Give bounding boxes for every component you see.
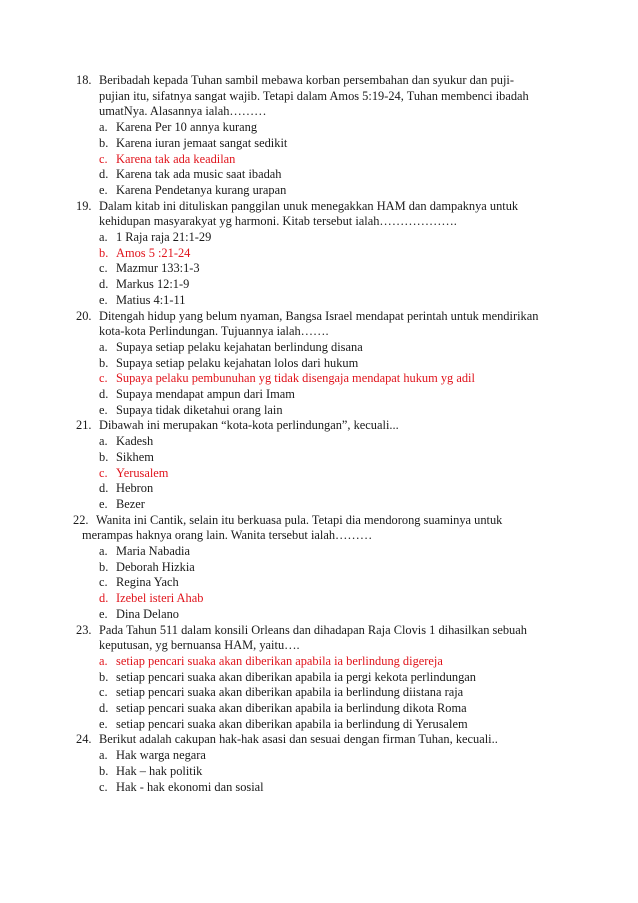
option-correct <box>99 591 203 606</box>
option-text: Izebel isteri Ahab <box>116 591 204 606</box>
option <box>99 183 286 198</box>
question-text: Wanita ini Cantik, selain itu berkuasa pula. Tetapi dia mendorong suaminya untuk <box>96 512 503 527</box>
option-letter: c. <box>99 261 108 276</box>
option-text: Markus 12:1-9 <box>116 277 190 292</box>
option-letter: c. <box>99 779 108 794</box>
option-text: Yerusalem <box>116 465 169 480</box>
option-text: setiap pencari suaka akan diberikan apabila ia berlindung digereja <box>116 653 443 668</box>
option <box>99 481 153 496</box>
option-letter: d. <box>99 277 109 292</box>
question-22 <box>73 513 502 528</box>
option <box>99 607 179 622</box>
option <box>99 685 463 700</box>
option-text: Karena Pendetanya kurang urapan <box>116 182 287 197</box>
question-text-continued <box>99 214 457 229</box>
option-text: Amos 5 :21-24 <box>116 245 191 260</box>
option-text: Deborah Hizkia <box>116 559 195 574</box>
option-text: Supaya mendapat ampun dari Imam <box>116 387 295 401</box>
option-text: Supaya setiap pelaku kejahatan lolos dari hukum <box>116 355 359 370</box>
option-text: Hak – hak politik <box>116 763 203 778</box>
option <box>99 277 189 292</box>
option <box>99 403 283 418</box>
option-text: Hebron <box>116 481 154 496</box>
question-text: Beribadah kepada Tuhan sambil mebawa korban persembahan dan syukur dan puji- <box>99 73 514 87</box>
option-text: Regina Yach <box>116 575 179 590</box>
option-letter: b. <box>99 559 109 574</box>
question-text: kota-kota Perlindungan. Tujuannya ialah……. <box>99 324 329 339</box>
option-correct <box>99 654 443 669</box>
option-text: Karena Per 10 annya kurang <box>116 120 258 135</box>
option-text: Karena tak ada music saat ibadah <box>116 167 282 182</box>
option <box>99 748 206 763</box>
option-letter: c. <box>99 371 108 386</box>
option-letter: c. <box>99 685 108 700</box>
option-text: 1 Raja raja 21:1-29 <box>116 230 212 244</box>
option-text: Supaya tidak diketahui orang lain <box>116 402 283 417</box>
option <box>99 340 363 355</box>
option-letter: e. <box>99 292 108 307</box>
question-19 <box>76 199 518 214</box>
option-correct <box>99 371 475 386</box>
option <box>99 764 202 779</box>
option-text: setiap pencari suaka akan diberikan apabila ia berlindung diistana raja <box>116 685 464 700</box>
option-text: Bezer <box>116 496 145 511</box>
option-text: Maria Nabadia <box>116 544 190 558</box>
option-letter: c. <box>99 575 108 590</box>
question-number: 23. <box>76 622 92 637</box>
option <box>99 356 358 371</box>
question-text: Pada Tahun 511 dalam konsili Orleans dan dihadapan Raja Clovis 1 dihasilkan sebuah <box>99 622 527 637</box>
question-text: Berikut adalah cakupan hak-hak asasi dan sesuai dengan firman Tuhan, kecuali.. <box>99 732 498 747</box>
question-number: 20. <box>76 308 92 323</box>
option <box>99 717 468 732</box>
option <box>99 167 281 182</box>
option-letter: e. <box>99 402 108 417</box>
option-letter: a. <box>99 230 108 244</box>
question-text: Ditengah hidup yang belum nyaman, Bangsa Israel mendapat perintah untuk mendirikan <box>99 308 539 323</box>
option-letter: a. <box>99 653 108 668</box>
option-letter: c. <box>99 151 108 166</box>
question-text: Dalam kitab ini dituliskan panggilan unuk menegakkan HAM dan dampaknya untuk <box>99 198 519 213</box>
option-text: Mazmur 133:1-3 <box>116 261 200 276</box>
option-text: Supaya setiap pelaku kejahatan berlindung disana <box>116 339 363 354</box>
option-text: Karena tak ada keadilan <box>116 151 236 166</box>
option-text: Dina Delano <box>116 606 179 621</box>
option-letter: a. <box>99 748 108 763</box>
option <box>99 560 195 575</box>
question-text-continued <box>99 324 329 339</box>
question-text-continued <box>99 89 529 104</box>
option-letter: a. <box>99 120 108 135</box>
question-18 <box>76 73 514 88</box>
option <box>99 575 179 590</box>
question-21 <box>76 418 399 433</box>
option-letter: d. <box>99 591 109 606</box>
option-letter: b. <box>99 449 109 464</box>
option <box>99 230 211 245</box>
option-letter: b. <box>99 355 109 370</box>
option-text: Supaya pelaku pembunuhan yg tidak disengaja mendapat hukum yg adil <box>116 371 475 386</box>
option-letter: c. <box>99 465 108 480</box>
question-text: keputusan, yg bernuansa HAM, yaitu…. <box>99 638 300 653</box>
option <box>99 544 190 559</box>
option-text: Matius 4:1-11 <box>116 292 186 307</box>
question-text-continued <box>99 104 267 119</box>
option-letter: a. <box>99 544 108 558</box>
option-letter: d. <box>99 701 109 715</box>
question-number: 21. <box>76 418 92 433</box>
option-letter: e. <box>99 716 108 731</box>
option <box>99 293 185 308</box>
option-letter: a. <box>99 339 108 354</box>
option-text: setiap pencari suaka akan diberikan apabila ia berlindung di Yerusalem <box>116 716 468 731</box>
option <box>99 701 467 716</box>
option-text: Hak - hak ekonomi dan sosial <box>116 779 264 794</box>
option-letter: b. <box>99 245 109 260</box>
option-text: Karena iuran jemaat sangat sedikit <box>116 135 288 150</box>
question-text: pujian itu, sifatnya sangat wajib. Tetapi dalam Amos 5:19-24, Tuhan membenci ibadah <box>99 88 529 103</box>
question-24 <box>76 732 498 747</box>
option <box>99 120 257 135</box>
option <box>99 670 476 685</box>
option-letter: d. <box>99 481 109 496</box>
question-number: 24. <box>76 732 92 747</box>
question-23 <box>76 623 527 638</box>
option <box>99 261 200 276</box>
question-20 <box>76 309 538 324</box>
option-text: Hak warga negara <box>116 748 206 763</box>
option-letter: e. <box>99 606 108 621</box>
option-letter: d. <box>99 387 109 401</box>
option <box>99 497 145 512</box>
question-text: kehidupan masyarakyat yg harmoni. Kitab tersebut ialah………………. <box>99 214 457 229</box>
option-letter: d. <box>99 167 109 182</box>
option-text: Kadesh <box>116 434 154 449</box>
question-text-continued <box>82 528 372 543</box>
question-text: umatNya. Alasannya ialah……… <box>99 104 267 119</box>
option-text: setiap pencari suaka akan diberikan apabila ia berlindung dikota Roma <box>116 701 467 715</box>
option <box>99 780 264 795</box>
option-correct <box>99 246 190 261</box>
option-correct <box>99 466 168 481</box>
option-correct <box>99 152 235 167</box>
option <box>99 136 287 151</box>
question-number: 18. <box>76 73 92 87</box>
question-number: 19. <box>76 198 92 213</box>
question-number: 22. <box>73 512 89 527</box>
option-text: Sikhem <box>116 449 154 464</box>
option-letter: a. <box>99 434 108 449</box>
question-text-continued <box>99 638 300 653</box>
option-text: setiap pencari suaka akan diberikan apabila ia pergi kekota perlindungan <box>116 669 476 684</box>
option-letter: e. <box>99 496 108 511</box>
question-text: merampas haknya orang lain. Wanita tersebut ialah……… <box>82 528 373 543</box>
option <box>99 387 295 402</box>
option-letter: b. <box>99 669 109 684</box>
question-text: Dibawah ini merupakan “kota-kota perlindungan”, kecuali... <box>99 418 399 433</box>
option <box>99 434 153 449</box>
option-letter: b. <box>99 135 109 150</box>
option-letter: e. <box>99 182 108 197</box>
option <box>99 450 154 465</box>
option-letter: b. <box>99 763 109 778</box>
